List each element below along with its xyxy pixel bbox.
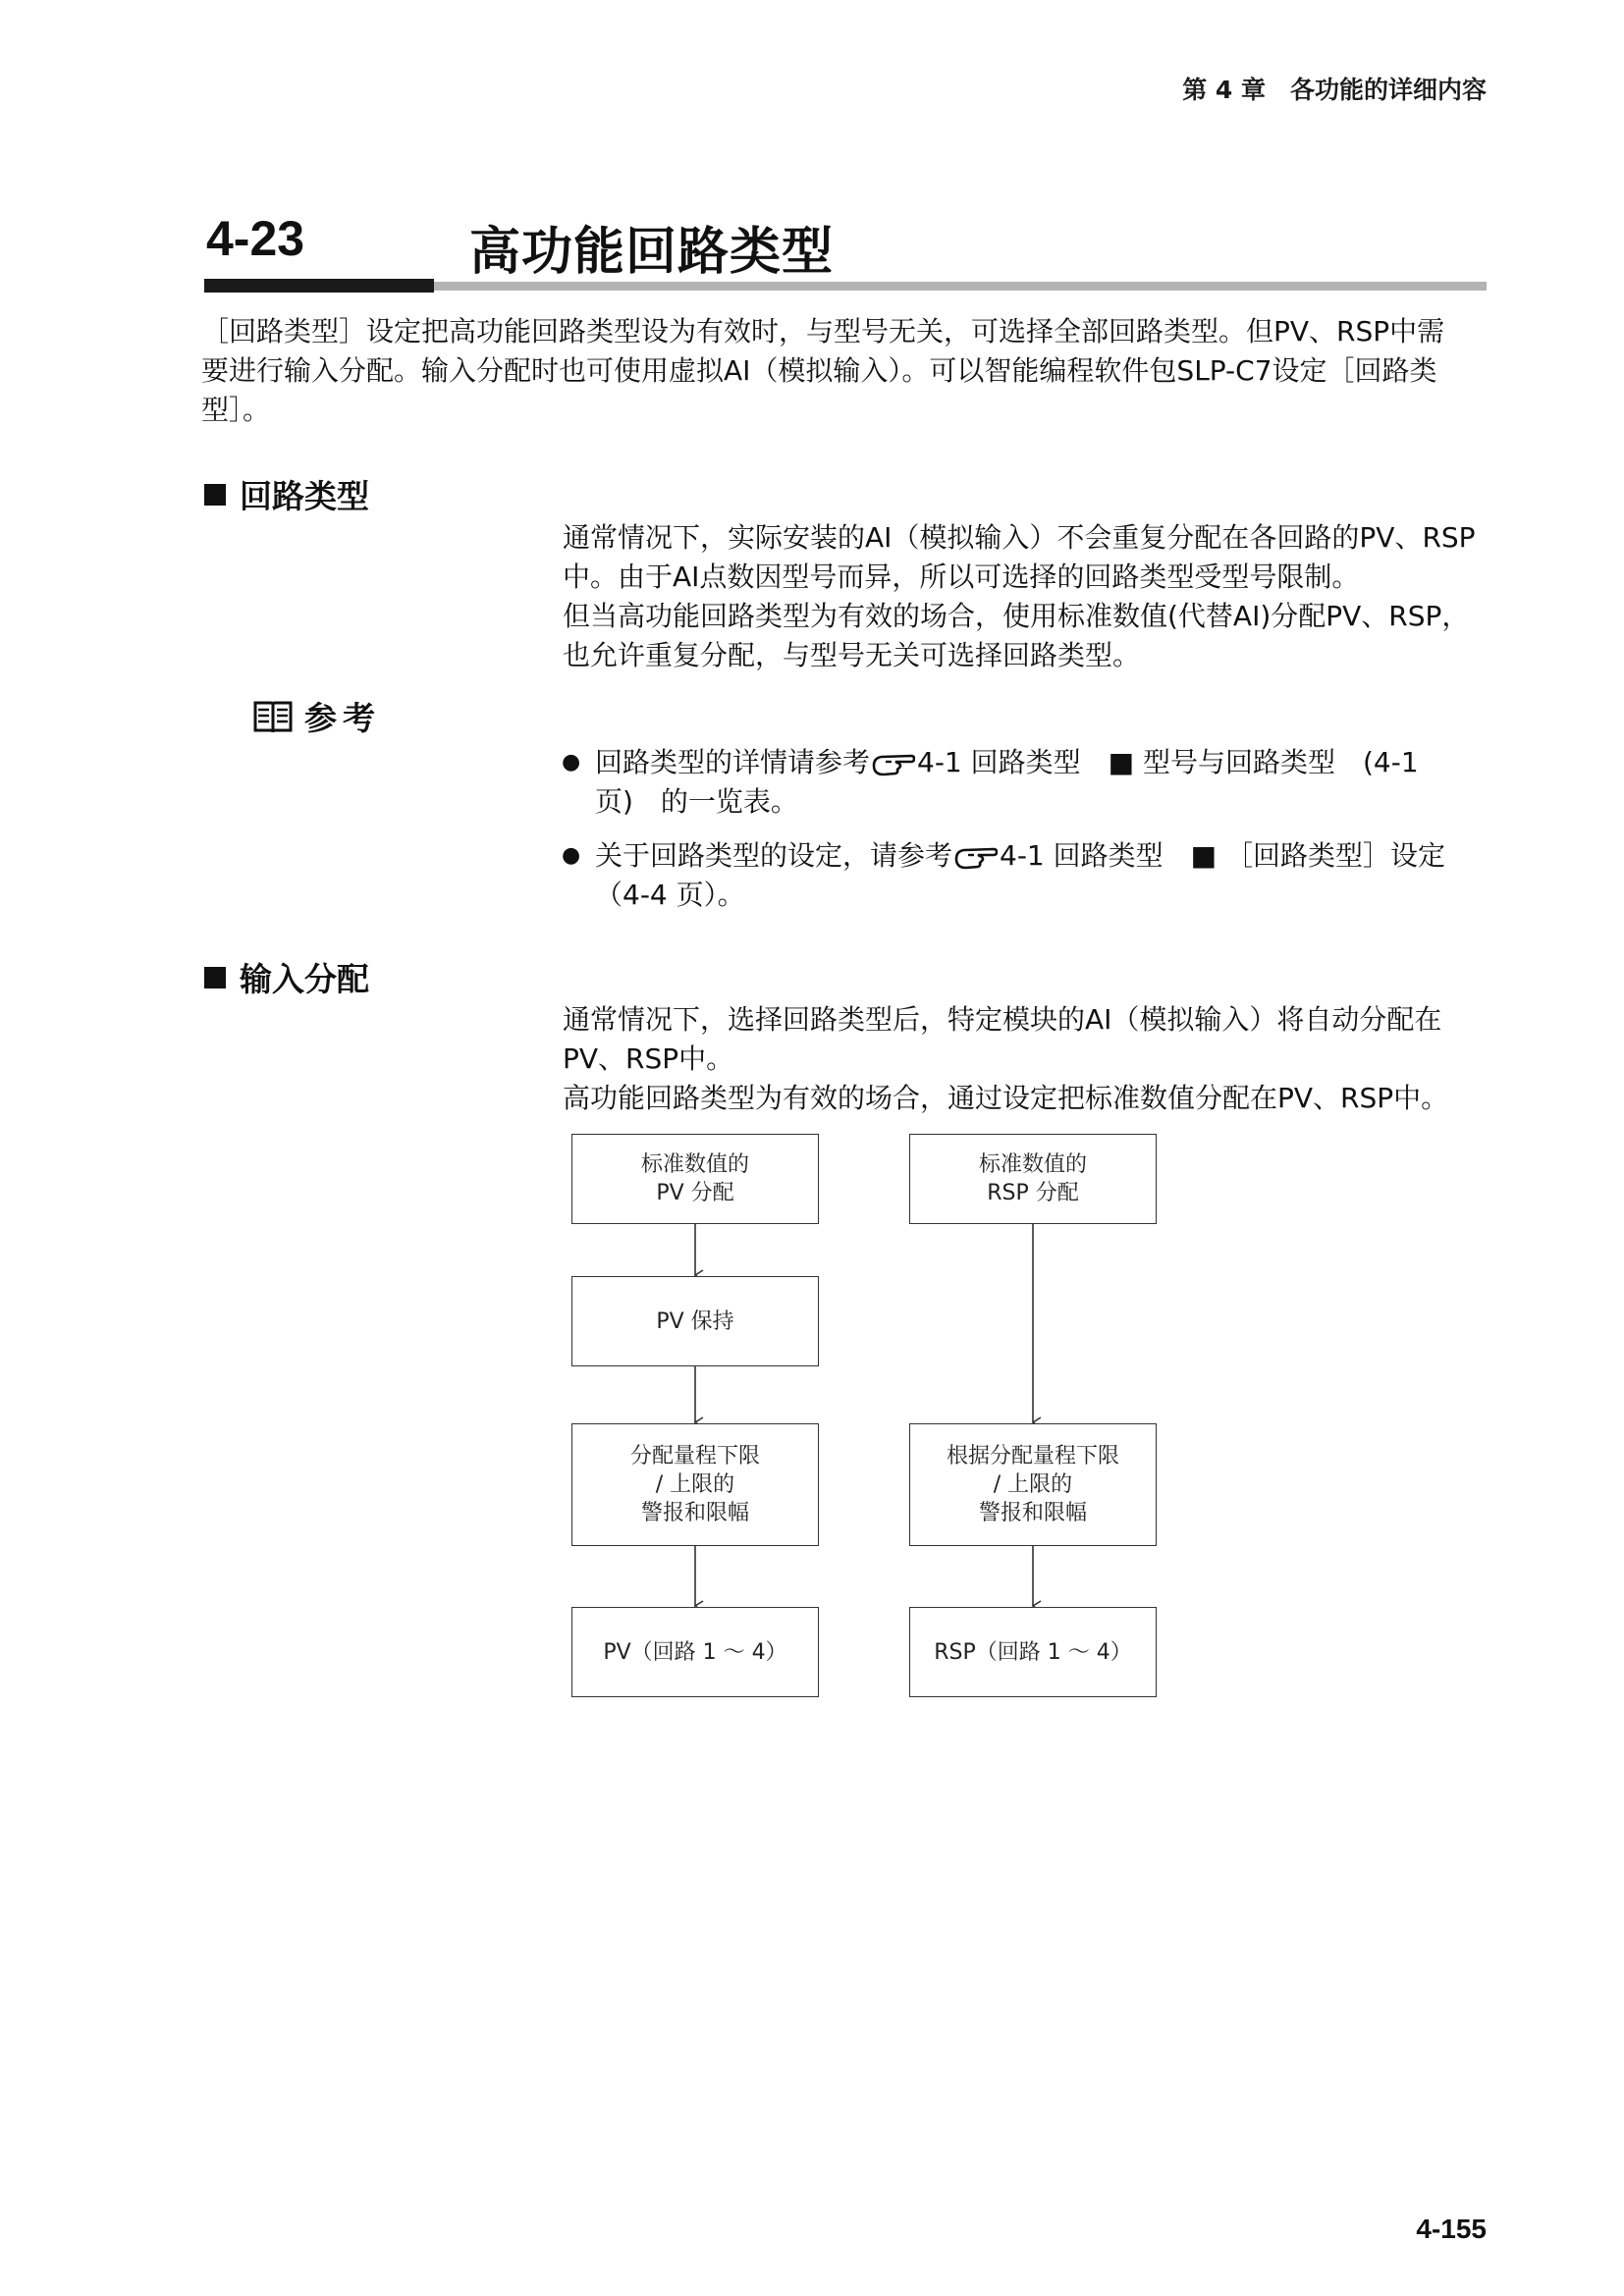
flow-box-left-1: 标准数值的 PV 分配 (571, 1134, 819, 1224)
reference-bullet-1-text: 回路类型的详情请参考 (595, 746, 871, 778)
reference-bullet-2-link[interactable]: 4-1 回路类型 ■ ［回路类型］设定 （4-4 页）。 (595, 839, 1446, 911)
title-rule-dark (204, 279, 434, 293)
pointing-hand-icon (954, 845, 998, 871)
loop-type-heading (204, 471, 369, 517)
flow-box-right-2: 根据分配量程下限 / 上限的 警报和限幅 (909, 1423, 1157, 1546)
flow-box-right-1: 标准数值的 RSP 分配 (909, 1134, 1157, 1224)
book-icon (253, 699, 293, 734)
bullet-dot-icon: ● (562, 750, 581, 774)
reference-bullet-1-link[interactable]: 4-1 回路类型 ■ 型号与回路类型 (4-1 页) 的一览表。 (595, 746, 1419, 818)
input-assignment-heading-text: 输入分配 (240, 960, 369, 998)
input-assignment-paragraph: 通常情况下，选择回路类型后，特定模块的AI（模拟输入）将自动分配在 PV、RSP中。 高功能回路类型为有效的场合，通过设定把标准数值分配在PV、RSP中。 (563, 1003, 1449, 1114)
chapter-header: 第 4 章 各功能的详细内容 (1182, 76, 1487, 104)
section-title: 高功能回路类型 (469, 223, 835, 282)
section-number: 4-23 (206, 211, 305, 266)
loop-type-paragraph: 通常情况下，实际安装的AI（模拟输入）不会重复分配在各回路的PV、RSP 中。由于AI点数因型号而异，所以可选择的回路类型受型号限制。 但当高功能回路类型为有效的场合，使用标准数值(代替AI)分配PV、RSP， 也允许重复分配，与型号无关可选择回路类型。 (563, 521, 1476, 671)
intro-paragraph: ［回路类型］设定把高功能回路类型设为有效时，与型号无关，可选择全部回路类型。但PV、RSP中需 要进行输入分配。输入分配时也可使用虚拟AI（模拟输入）。可以智能编程软件包SLP-C7设定［回路类 型］。 (201, 315, 1445, 426)
reference-heading-text: 参考 (304, 699, 381, 737)
flow-box-right-3: RSP（回路 1 ～ 4） (909, 1607, 1157, 1697)
reference-bullet-1 (562, 743, 1445, 822)
bullet-dot-icon: ● (562, 843, 581, 868)
title-rule-light (434, 282, 1487, 291)
reference-heading (253, 693, 381, 739)
square-bullet-icon (204, 967, 226, 988)
reference-bullet-2 (562, 836, 1445, 915)
flow-box-left-4: PV（回路 1 ～ 4） (571, 1607, 819, 1697)
flow-box-left-3: 分配量程下限 / 上限的 警报和限幅 (571, 1423, 819, 1546)
page-number: 4-155 (1416, 2214, 1487, 2244)
loop-type-heading-text: 回路类型 (240, 477, 369, 515)
pointing-hand-icon (872, 752, 915, 777)
reference-bullet-2-text: 关于回路类型的设定，请参考 (595, 839, 953, 872)
input-assignment-heading (204, 954, 369, 1000)
square-bullet-icon (204, 484, 226, 506)
flow-box-left-2: PV 保持 (571, 1276, 819, 1366)
